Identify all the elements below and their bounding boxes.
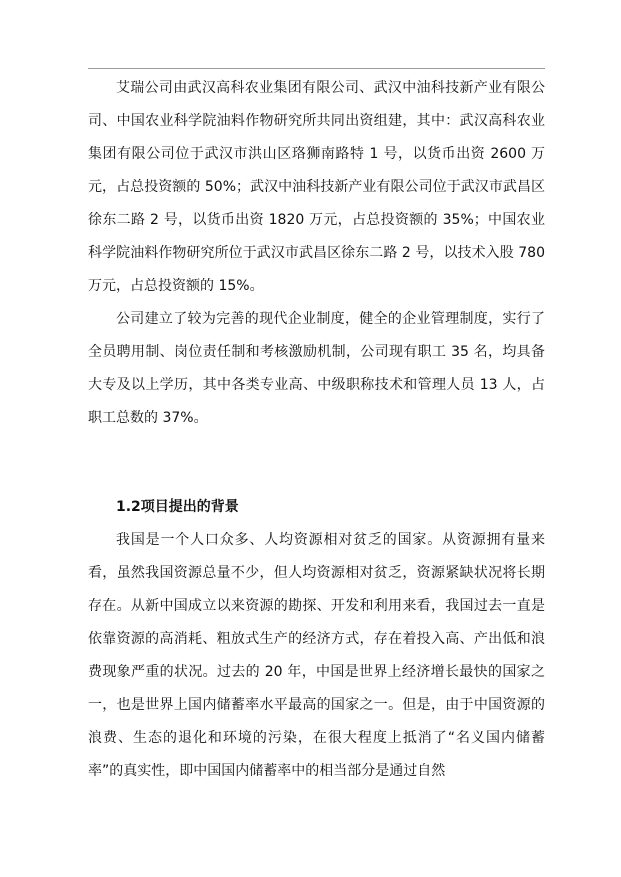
document-body bbox=[88, 72, 545, 788]
header-rule bbox=[88, 68, 545, 69]
paragraph-company-investors: 艾瑞公司由武汉高科农业集团有限公司、武汉中油科技新产业有限公司、中国农业科学院油料作物研究所共同出资组建，其中：武汉高科农业集团有限公司位于武汉市洪山区珞狮南路特 1 号，以货币出资 2600 万元，占总投资额的 50%；武汉中油科技新产业有限公司位于武汉市武昌区徐东二路 2 号，以货币出资 1820 万元，占总投资额的 35%；中国农业科学院油料作物研究所位于武汉市武昌区徐东二路 2 号，以技术入股 780 万元，占总投资额的 15%。 bbox=[88, 80, 545, 294]
paragraph-project-background: 我国是一个人口众多、人均资源相对贫乏的国家。从资源拥有量来看，虽然我国资源总量不少，但人均资源相对贫乏，资源紧缺状况将长期存在。从新中国成立以来资源的勘探、开发和利用来看，我国过去一直是依靠资源的高消耗、粗放式生产的经济方式，存在着投入高、产出低和浪费现象严重的状况。过去的 20 年，中国是世界上经济增长最快的国家之一，也是世界上国内储蓄率水平最高的国家之一。但是，由于中国资源的浪费、生态的退化和环境的污染，在很大程度上抵消了“名义国内储蓄率”的真实性，即中国国内储蓄率中的相当部分是通过自然 bbox=[88, 532, 545, 779]
paragraph-company-management: 公司建立了较为完善的现代企业制度，健全的企业管理制度，实行了全员聘用制、岗位责任制和考核激励机制，公司现有职工 35 名，均具备大专及以上学历，其中各类专业高、中级职称技术和管理人员 13 人，占职工总数的 37%。 bbox=[88, 311, 545, 426]
section-heading: 1.2项目提出的背景 bbox=[116, 499, 239, 515]
